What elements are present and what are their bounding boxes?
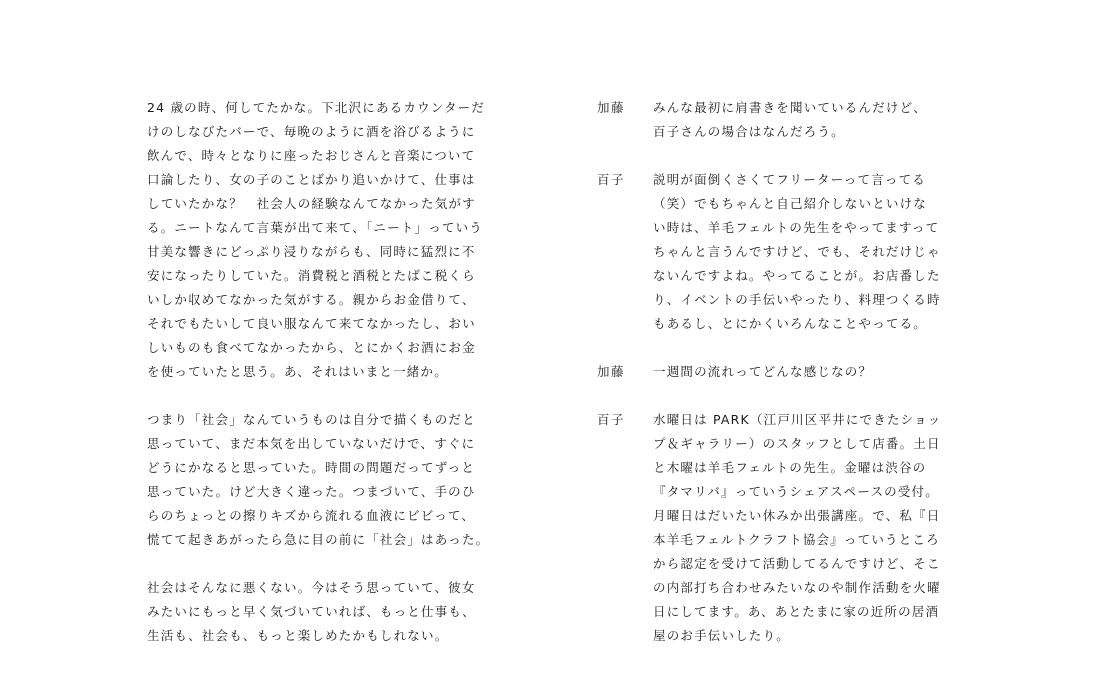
utterance-line: の内部打ち合わせみたいなのや制作活動を火曜 bbox=[653, 580, 941, 595]
essay-line: 思っていて、まだ本気を出していないだけで、すぐに bbox=[147, 436, 476, 451]
essay-line: つまり「社会」なんていうものは自分で描くものだと bbox=[147, 412, 476, 427]
interview-turn bbox=[597, 96, 967, 144]
speaker-name: 加藤 bbox=[597, 100, 626, 115]
essay-line: 24 歳の時、何してたかな。下北沢にあるカウンターだ bbox=[147, 100, 486, 115]
utterance-line: ちゃんと言うんですけど、でも、それだけじゃ bbox=[653, 244, 941, 259]
utterance-line: 日にしてます。あ、あとたまに家の近所の居酒 bbox=[653, 604, 940, 619]
interview-column bbox=[597, 96, 967, 672]
essay-line: 甘美な響きにどっぷり浸りながらも、同時に猛烈に不 bbox=[147, 244, 476, 259]
essay-line: 生活も、社会も、もっと楽しめたかもしれない。 bbox=[147, 628, 449, 643]
essay-line: 安になったりしていた。消費税と酒税とたばこ税くら bbox=[147, 268, 476, 283]
utterance-line: もあるし、とにかくいろんなことやってる。 bbox=[653, 316, 928, 331]
utterance-line: から認定を受けて活動してるんですけど、そこ bbox=[653, 556, 941, 571]
essay-line: る。ニートなんて言葉が出て来て、「ニート」っていう bbox=[147, 220, 484, 235]
utterance-line: プ＆ギャラリー）のスタッフとして店番。土日 bbox=[653, 436, 941, 451]
utterance-line: （笑）でもちゃんと自己紹介しないといけな bbox=[653, 196, 928, 211]
utterance-line: り、イベントの手伝いやったり、料理つくる時 bbox=[653, 292, 941, 307]
essay-line: 飲んで、時々となりに座ったおじさんと音楽について bbox=[147, 148, 476, 163]
utterance-line: 一週間の流れってどんな感じなの？ bbox=[653, 364, 873, 379]
utterance bbox=[653, 360, 967, 384]
essay-line: していたかな？ 社会人の経験なんてなかった気がす bbox=[147, 196, 476, 211]
utterance-line: 『タマリバ』っていうシェアスペースの受付。 bbox=[653, 484, 939, 499]
utterance-line: 百子さんの場合はなんだろう。 bbox=[653, 124, 845, 139]
essay-line: けのしなびたバーで、毎晩のように酒を浴びるように bbox=[147, 124, 476, 139]
interview-turn bbox=[597, 360, 967, 384]
essay-line: いしか収めてなかった気がする。親からお金借りて、 bbox=[147, 292, 476, 307]
essay-paragraph bbox=[147, 408, 507, 552]
utterance-line: 屋のお手伝いしたり。 bbox=[653, 628, 791, 643]
essay-line: 慌てて起きあがったら急に目の前に「社会」はあった。 bbox=[147, 532, 490, 547]
essay-column bbox=[147, 96, 507, 672]
speaker-name: 加藤 bbox=[597, 364, 626, 379]
utterance bbox=[653, 408, 967, 648]
essay-line: を使っていたと思う。あ、それはいまと一緒か。 bbox=[147, 364, 448, 379]
essay-line: それでもたいして良い服なんて来てなかったし、おい bbox=[147, 316, 476, 331]
essay-line: しいものも食べてなかったから、とにかくお酒にお金 bbox=[147, 340, 476, 355]
utterance bbox=[653, 168, 967, 336]
utterance-line: と木曜は羊毛フェルトの先生。金曜は渋谷の bbox=[653, 460, 927, 475]
essay-line: どうにかなると思っていた。時間の問題だってずっと bbox=[147, 460, 476, 475]
essay-paragraph bbox=[147, 576, 507, 648]
essay-paragraph bbox=[147, 96, 507, 384]
speaker-name: 百子 bbox=[597, 412, 626, 427]
utterance-line: ないんですよね。やってることが。お店番した bbox=[653, 268, 941, 283]
utterance-line: 本羊毛フェルトクラフト協会』っていうところ bbox=[653, 532, 940, 547]
utterance-line: 水曜日は PARK（江戸川区平井にできたショッ bbox=[653, 412, 942, 427]
utterance-line: 説明が面倒くさくてフリーターって言ってる bbox=[653, 172, 927, 187]
utterance-line: い時は、羊毛フェルトの先生をやってますって bbox=[653, 220, 940, 235]
utterance-line: みんな最初に肩書きを聞いているんだけど、 bbox=[653, 100, 928, 115]
essay-line: 思っていた。けど大きく違った。つまづいて、手のひ bbox=[147, 484, 476, 499]
essay-line: らのちょっとの擦りキズから流れる血液にビビって、 bbox=[147, 508, 476, 523]
essay-line: 口論したり、女の子のことばかり追いかけて、仕事は bbox=[147, 172, 476, 187]
utterance bbox=[653, 96, 967, 144]
interview-turn bbox=[597, 408, 967, 648]
essay-line: みたいにもっと早く気づいていれば、もっと仕事も、 bbox=[147, 604, 476, 619]
essay-line: 社会はそんなに悪くない。今はそう思っていて、彼女 bbox=[147, 580, 476, 595]
utterance-line: 月曜日はだいたい休みか出張講座。で、私『日 bbox=[653, 508, 941, 523]
speaker-name: 百子 bbox=[597, 172, 626, 187]
interview-turn bbox=[597, 168, 967, 336]
